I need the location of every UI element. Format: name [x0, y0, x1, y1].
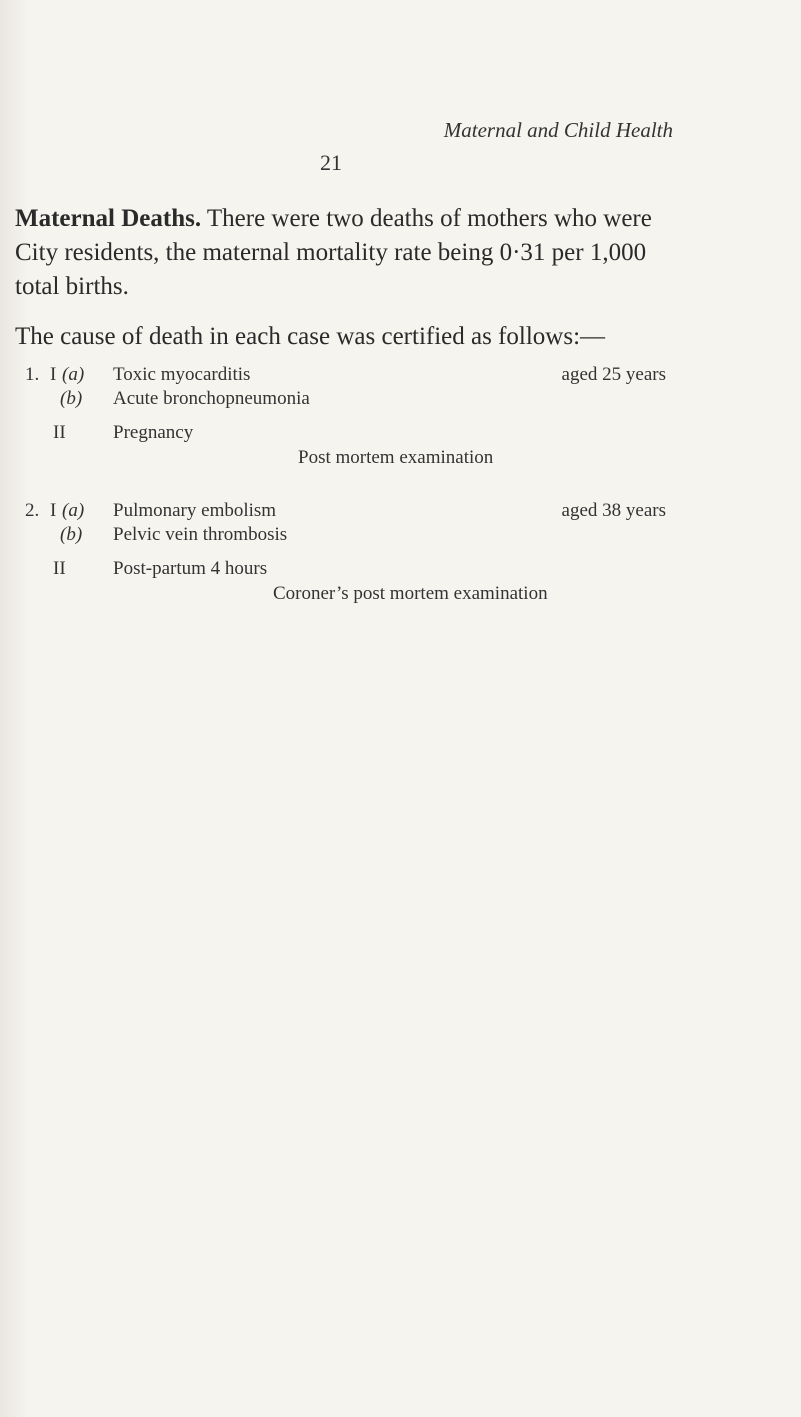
cause-a: Pulmonary embolism	[113, 500, 277, 521]
part-two-label: II	[53, 558, 66, 579]
cause-b-label: (b)	[60, 524, 83, 545]
maternal-deaths-paragraph	[15, 202, 665, 304]
cause-b-label: (b)	[60, 388, 83, 409]
examination-note: Post mortem examination	[298, 447, 494, 468]
cause-a-label: (a)	[62, 364, 85, 385]
cause-a: Toxic myocarditis	[113, 364, 251, 385]
examination-note: Coroner’s post mortem examination	[273, 583, 548, 604]
cause-b: Acute bronchopneumonia	[113, 388, 310, 409]
cause-b: Pelvic vein thrombosis	[113, 524, 288, 545]
page-number: 21	[320, 150, 342, 175]
age-at-death: aged 38 years	[561, 500, 666, 521]
age-at-death: aged 25 years	[561, 364, 666, 385]
section-heading: Maternal Deaths.	[15, 205, 202, 232]
cause-a-label: (a)	[62, 500, 85, 521]
contributory-cause: Post-partum 4 hours	[113, 558, 268, 579]
running-head: Maternal and Child Health	[443, 118, 673, 142]
part-one-label: I	[50, 500, 57, 521]
contributory-cause: Pregnancy	[113, 422, 194, 443]
part-one-label: I	[50, 364, 57, 385]
case-number: 2.	[25, 500, 40, 521]
paragraph-text: There were two deaths of mothers who were City residents, the maternal mortality rate being 0·31 per 1,000 total births.	[15, 205, 652, 300]
part-two-label: II	[53, 422, 66, 443]
lead-in-paragraph: The cause of death in each case was certified as follows:—	[15, 323, 606, 350]
case-number: 1.	[25, 364, 40, 385]
